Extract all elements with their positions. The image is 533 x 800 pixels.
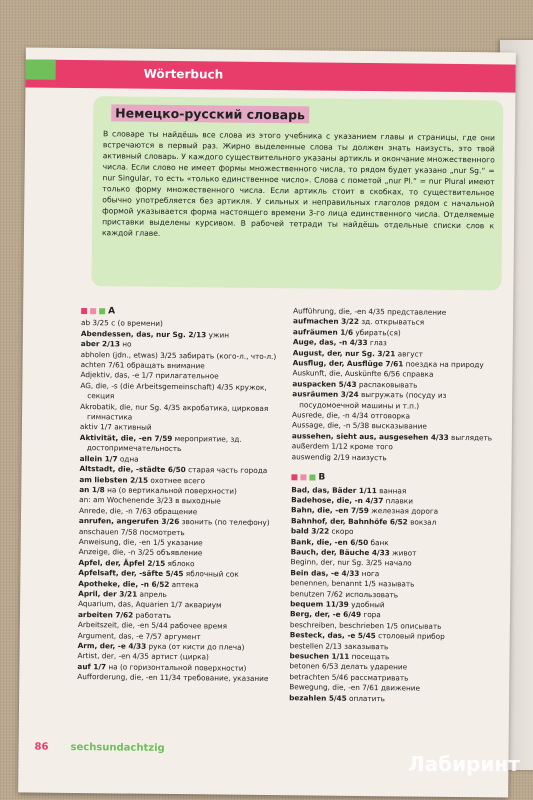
entry-text: bestellen 2/13 заказывать	[289, 640, 389, 651]
headword: aufräumen 1/6	[292, 327, 354, 337]
headword: arbeiten 7/62	[77, 609, 134, 620]
entry-text: beschreiben, beschrieben 1/5 описывать	[289, 620, 442, 631]
entry-text: но	[119, 339, 132, 349]
entry-text: Artist, der, -en 4/35 артист (цирка)	[77, 651, 209, 662]
page-number-word: sechsundachtzig	[70, 741, 165, 754]
entry-text: Anzeige, die, -n 3/25 объявление	[78, 547, 203, 558]
section-a-header	[81, 306, 286, 319]
entry-text: betonen 6/53 делать ударение	[289, 661, 408, 672]
entry-text: выгружать (посуду из посудомоечной машины и т.п.)	[299, 390, 447, 411]
headword: Berg, der, -e 6/49	[289, 609, 362, 620]
entry-text: benennen, benannt 1/5 называть	[290, 578, 415, 589]
right-entries-b	[289, 485, 496, 706]
headword: allein 1/7	[79, 453, 118, 464]
entry-text: ужин	[206, 330, 230, 340]
intro-box	[91, 96, 503, 290]
entry-text: AG, die, -s (die Arbeitsgemeinschaft) 4/35 кружок, секция	[80, 380, 267, 401]
headword: Bad, das, Bäder 1/11	[291, 484, 377, 495]
headword: Bahn, die, -en 7/59	[291, 505, 369, 516]
headword: Badehose, die, -n 4/37	[291, 495, 384, 506]
right-column	[289, 306, 498, 705]
entry-text: старая часть города	[185, 465, 268, 476]
entry-text: на (о вертикальной поверхности)	[104, 485, 237, 496]
headword: Arm, der, -e 4/33	[77, 641, 147, 651]
headword: Bein das, -e 4/33	[290, 568, 360, 578]
headword: Altstadt, die, -städte 6/50	[79, 464, 186, 475]
headword: aber 2/13	[80, 339, 120, 349]
headword: auf 1/7	[77, 661, 107, 672]
headword: Bahnhof, der, Bahnhöfe 6/52	[290, 515, 408, 527]
entry-text: Aussage, die, -n 5/38 высказывание	[291, 420, 427, 432]
headword: bald 3/22	[290, 526, 330, 536]
entry-text: benutzen 7/62 использовать	[290, 588, 399, 599]
headword: auspacken 5/43	[292, 379, 357, 389]
section-b-letter: B	[318, 472, 326, 483]
entry-text: скоро	[329, 526, 354, 537]
left-entries	[77, 318, 286, 684]
entry-text: Aufforderung, die, -en 11/34 требование, указание	[77, 672, 269, 684]
headword: Apfel, der, Äpfel 2/15	[78, 557, 166, 568]
headword: anrufen, angerufen 3/26	[78, 516, 180, 527]
dictionary-entry	[80, 402, 285, 425]
headword: Besteck, das, -e 5/45	[289, 630, 376, 641]
headword: April, der 3/21	[78, 589, 138, 599]
headword: Apfelsaft, der, -säfte 5/45	[78, 568, 184, 579]
entry-text: Adjektiv, das, -e 1/7 прилагательное	[80, 370, 219, 381]
entry-text: aktiv 1/7 активный	[79, 422, 152, 433]
headword: Auge, das, -n 4/33	[292, 337, 368, 348]
entry-text: an: am Wochenende 3/23 в выходные	[79, 495, 221, 506]
entry-text: Aquarium, das, Aquarien 1/7 аквариум	[78, 599, 222, 610]
entry-text: плавки	[383, 496, 414, 506]
headword: aussehen, sieht aus, ausgesehen 4/33	[291, 431, 449, 442]
entry-text: глаз	[367, 338, 387, 348]
page-number: 86	[34, 741, 49, 753]
section-a-letter: A	[108, 306, 116, 317]
entry-text: вокзал	[407, 517, 437, 527]
entry-text: на (о горизонтальной поверхности)	[106, 662, 247, 673]
dictionary-entry	[77, 672, 282, 685]
entry-text: Anweisung, die, -en 1/5 указание	[78, 536, 203, 548]
headword: Aktivität, die, -en 7/59	[79, 432, 173, 443]
green-square-icon	[309, 475, 315, 481]
dictionary-entry	[289, 693, 494, 706]
entry-text: август	[395, 348, 423, 359]
headword: Apotheke, die, -n 6/52	[78, 578, 170, 589]
entry-text: охотнее всего	[148, 475, 206, 485]
entry-text: betrachten 5/46 рассматривать	[289, 672, 409, 683]
entry-text: звонить (по телефону)	[179, 517, 270, 528]
entry-text: Arbeitszeit, die, -en 5/44 рабочее время	[77, 620, 228, 631]
light-pink-square-icon	[90, 308, 96, 314]
entry-text: abholen (jdn., etwas) 3/25 забирать (кого-л., что-л.)	[80, 349, 277, 361]
entry-text: Aufführung, die, -en 4/35 представление	[293, 306, 447, 317]
entry-text: яблоко	[165, 558, 195, 568]
entry-text: anschauen 7/58 посмотреть	[78, 526, 185, 537]
entry-text: выглядеть	[448, 432, 493, 443]
headword: Ausflug, der, Ausflüge 7/61	[292, 358, 404, 369]
left-column	[77, 304, 286, 685]
entry-text: нога	[359, 568, 380, 578]
section-b-header	[291, 472, 496, 485]
intro-heading: Немецко-русский словарь	[111, 104, 309, 123]
pink-square-icon	[291, 475, 297, 481]
entry-text: железная дорога	[368, 506, 439, 517]
entry-text: удобный	[348, 599, 385, 610]
header-green-tab	[26, 59, 56, 79]
entry-text: аптека	[169, 579, 199, 589]
entry-text: одна	[117, 454, 139, 464]
dictionary-entry	[80, 381, 285, 404]
dictionary-entry	[292, 452, 497, 465]
headword: an 1/8	[79, 484, 105, 495]
headword: besuchen 1/11	[289, 651, 350, 661]
entry-text: банк	[368, 537, 389, 547]
entry-text: зд. открываться	[358, 317, 425, 328]
entry-text: поездка на природу	[403, 359, 484, 370]
entry-text: распаковывать	[356, 379, 418, 390]
entry-text: яблочный сок	[183, 569, 239, 579]
entry-text: Beginn, der, nur Sg. 3/25 начало	[290, 557, 412, 568]
entry-text: рука (от кисти до плеча)	[146, 641, 245, 652]
entry-text: Bewegung, die, -en 7/61 движение	[289, 682, 421, 693]
entry-text: убирать(ся)	[353, 327, 401, 338]
watermark: Лабиринт	[408, 752, 520, 776]
entry-text: апрель	[137, 589, 167, 599]
entry-text: Argument, das, -e 7/57 аргумент	[77, 630, 201, 641]
entry-text: посещать	[349, 651, 390, 662]
headword: bequem 11/39	[290, 599, 349, 609]
light-pink-square-icon	[300, 475, 306, 481]
right-entries-a	[292, 306, 499, 464]
entry-text: гора	[361, 610, 381, 620]
entry-text: работать	[133, 610, 171, 620]
entry-text: achten 7/61 обращать внимание	[80, 360, 205, 371]
headword: Bauch, der, Bäuche 4/33	[290, 547, 390, 558]
headword: am liebsten 2/15	[79, 474, 149, 485]
entry-text: оплатить	[346, 693, 386, 703]
entry-text: Akrobatik, die, nur Sg. 4/35 акробатика, цирковая гимнастика	[80, 401, 269, 422]
headword: Bank, die, -en 6/50	[290, 536, 369, 547]
entry-text: живот	[389, 548, 417, 558]
dictionary-entry	[292, 390, 497, 413]
entry-text: auswendig 2/19 наизусть	[291, 451, 387, 462]
entry-text: ванная	[376, 485, 407, 495]
entry-text: außerdem 1/12 кроме того	[291, 441, 393, 452]
headword: ausräumen 3/24	[292, 389, 359, 400]
header-title: Wörterbuch	[143, 66, 224, 82]
headword: aufmachen 3/22	[293, 316, 360, 327]
dictionary-entry	[80, 433, 285, 456]
headword: August, der, nur Sg. 3/21	[292, 347, 396, 358]
entry-text: столовый прибор	[375, 631, 445, 642]
entry-text: Auskunft, die, Auskünfte 6/56 справка	[292, 368, 434, 380]
dictionary-page	[18, 47, 516, 797]
header-bar	[25, 59, 515, 92]
intro-text: В словаре ты найдёшь все слова из этого учебника с указанием главы и страницы, где они встречаются в первый раз. Жирно выделенные слова ты должен знать наизусть, это твой активный словарь. У каждого существительного указаны артикль и окончание множественного числа. Если слово не имеет формы множественного числа, то рядом будет указано „nur Sg.“ = nur Singular, то есть «только единственное число». Слова с пометой „nur Pl.“ = nur Plural имеют только форму множественного числа. Если артикль стоит в скобках, то существительное обычно употребляется без артикля. У сильных и неправильных глаголов рядом с начальной формой указывается форма настоящего времени 3-го лица единственного числа. Отделяемые приставки выделены курсивом. В рабочей тетради ты найдёшь отдельные списки слов к каждой главе.	[101, 129, 496, 238]
green-square-icon	[99, 308, 105, 314]
entry-text: Anrede, die, -n 7/63 обращение	[79, 505, 198, 516]
entry-text: Ausrede, die, -n 4/34 отговорка	[292, 410, 410, 421]
entry-text: мероприятие, зд. достопримечательность	[86, 433, 242, 454]
entry-text: ab 3/25 с (о времени)	[80, 318, 163, 329]
headword: Abendessen, das, nur Sg. 2/13	[80, 328, 207, 340]
headword: bezahlen 5/45	[289, 692, 347, 703]
pink-square-icon	[81, 308, 87, 314]
